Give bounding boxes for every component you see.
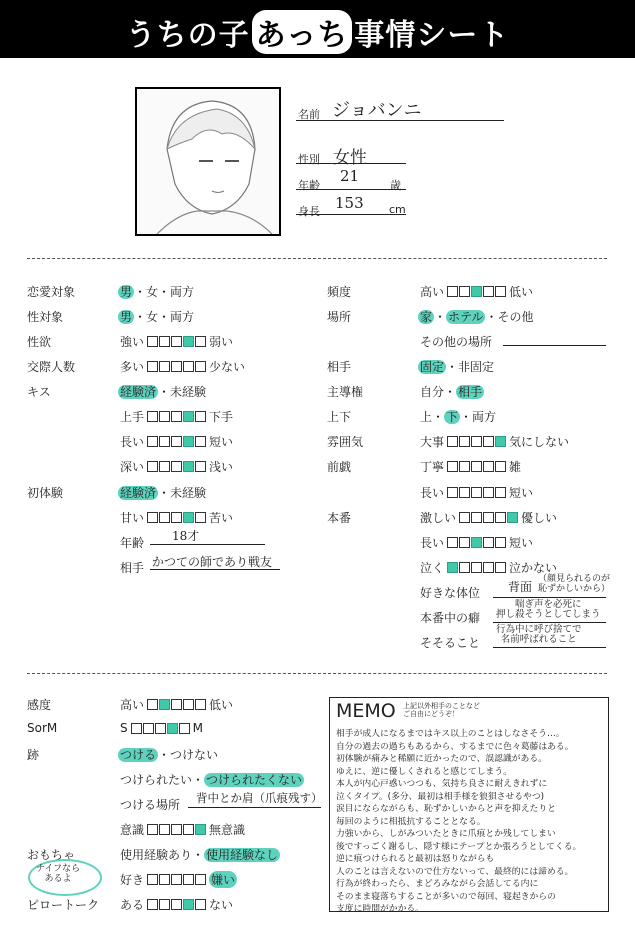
first-age-value: 18才: [172, 529, 200, 543]
love-target-options: 男 ・女・両方: [120, 285, 195, 299]
scale-box: [459, 436, 470, 447]
memo-box: [329, 697, 609, 912]
scale-box: [483, 512, 494, 523]
pillow-talk-scale: ある ない: [120, 898, 234, 912]
scale-box: [195, 411, 206, 422]
scale-box: [471, 436, 482, 447]
scale-box: [171, 336, 182, 347]
scale-box: [471, 286, 482, 297]
partners-label: 交際人数: [27, 360, 76, 374]
memo-line: 力強いから、しがみついたときに爪痕とか残してしまい: [336, 829, 556, 839]
want-label: そそること: [420, 636, 481, 650]
scale-box: [171, 461, 182, 472]
memo-line: 本人が内心戸惑いつつも、気持ち良さに耐えきれずに: [336, 779, 548, 789]
memo-line: 初体験が痛みと稀願に近かったので、誤認識がある。: [336, 754, 547, 764]
partner-label: 相手: [327, 360, 352, 374]
act-scale: 激しい 優しい: [420, 511, 558, 525]
scale-box: [459, 461, 470, 472]
scale-box: [447, 436, 458, 447]
scale-box: [483, 487, 494, 498]
scale-box: [159, 699, 170, 710]
scale-box: [495, 562, 506, 573]
scale-box: [183, 512, 194, 523]
act-label: 本番: [327, 511, 352, 525]
sex-target-label: 性対象: [27, 310, 64, 324]
toys-options: 使用経験あり・ 使用経験なし: [120, 848, 279, 862]
awareness-scale: 意識 無意識: [120, 823, 246, 837]
first-age-label: 年齢: [120, 536, 145, 550]
scale-box: [159, 411, 170, 422]
partners-scale: 多い 少ない: [120, 360, 246, 374]
scale-box: [147, 874, 158, 885]
scale-box: [195, 461, 206, 472]
name-label: 名前: [298, 108, 320, 121]
memo-line: 毎回のように相抵抗することとなる。: [336, 816, 486, 827]
lead-options: 自分・ 相手: [420, 385, 483, 399]
scale-box: [195, 874, 206, 885]
sensitivity-label: 感度: [27, 698, 52, 712]
scale-box: [195, 361, 206, 372]
scale-box: [459, 487, 470, 498]
memo-line: 後ですっごく謝るし、隠す様にテープとか張ろうとしてくる。: [336, 841, 582, 852]
foreplay-scale: 丁寧 雑: [420, 460, 522, 474]
kiss-label: キス: [27, 385, 51, 399]
sorm-scale: S M: [120, 721, 203, 735]
scale-box: [155, 723, 166, 734]
scale-box: [195, 512, 206, 523]
scale-box: [147, 361, 158, 372]
memo-line: そのまま寝落ちすることが多いので毎回、寝起きからの: [336, 891, 556, 902]
scale-box: [183, 899, 194, 910]
memo-subtitle: 上記以外相手のことなど ご自由にどうぞ！: [403, 702, 480, 718]
kiss-skill-scale: 上手 下手: [120, 410, 234, 424]
height-label: 身長: [298, 205, 320, 218]
sorm-label: SorM: [27, 721, 58, 735]
scale-box: [171, 824, 182, 835]
place-other-underline: [503, 345, 606, 346]
mark-place-underline: [188, 807, 321, 808]
scale-box: [183, 361, 194, 372]
scale-box: [195, 899, 206, 910]
scale-box: [171, 874, 182, 885]
sheet-title: うちの子 あっち 事情シート: [0, 10, 635, 54]
age-label: 年齢: [298, 179, 320, 192]
frequency-label: 頻度: [327, 285, 352, 299]
scale-box: [459, 512, 470, 523]
scale-box: [159, 461, 170, 472]
scale-box: [183, 824, 194, 835]
place-label: 場所: [327, 310, 352, 324]
scale-box: [131, 723, 142, 734]
scale-box: [495, 461, 506, 472]
memo-line: 涙目にならながらも、恥ずかしいからと声を抑えたりと: [336, 804, 556, 814]
gender-value: 女性: [333, 148, 367, 168]
first-sweet-scale: 甘い 苦い: [120, 511, 234, 525]
first-partner-label: 相手: [120, 561, 145, 575]
scale-box: [171, 512, 182, 523]
name-underline: [296, 120, 504, 121]
height-underline: [296, 214, 406, 215]
libido-scale: 強い 弱い: [120, 335, 234, 349]
age-value: 21: [340, 167, 360, 185]
scale-box: [147, 824, 158, 835]
scale-box: [447, 461, 458, 472]
scale-box: [147, 436, 158, 447]
scale-box: [183, 336, 194, 347]
scale-box: [171, 436, 182, 447]
header-bar: [0, 0, 635, 58]
scale-box: [495, 436, 506, 447]
position-options: 上・ 下 ・両方: [420, 410, 497, 424]
sex-target-options: 男 ・女・両方: [120, 310, 195, 324]
want-value: 行為中に呼び捨てで 名前呼ばれること: [496, 624, 582, 645]
scale-box: [195, 699, 206, 710]
scale-box: [143, 723, 154, 734]
libido-label: 性欲: [27, 335, 52, 349]
scale-box: [483, 286, 494, 297]
gender-underline: [296, 163, 406, 164]
scale-box: [195, 436, 206, 447]
height-value: 153: [335, 194, 364, 212]
scale-box: [147, 899, 158, 910]
scale-box: [171, 411, 182, 422]
character-portrait: [135, 87, 281, 236]
pillow-talk-label: ピロートーク: [27, 898, 100, 912]
scale-box: [183, 411, 194, 422]
scale-box: [459, 286, 470, 297]
memo-line: 人のことは言えないので仕方ないって、最終的には諦める。: [336, 866, 574, 877]
scale-box: [171, 361, 182, 372]
scale-box: [159, 436, 170, 447]
fav-position-value: 背面: [508, 580, 533, 594]
scale-box: [159, 336, 170, 347]
scale-box: [147, 336, 158, 347]
kiss-options: 経験済 ・未経験: [120, 385, 207, 399]
scale-box: [147, 512, 158, 523]
habit-underline: [493, 622, 606, 623]
scale-box: [159, 361, 170, 372]
fav-position-note: （顔見られるのが 恥ずかしいから）: [538, 574, 611, 594]
age-underline: [296, 189, 406, 190]
gender-label: 性別: [298, 153, 320, 166]
lead-label: 主導権: [327, 385, 364, 399]
first-time-label: 初体験: [27, 486, 64, 500]
cry-scale: 泣く 泣かない: [420, 561, 558, 575]
love-target-label: 恋愛対象: [27, 285, 76, 299]
frequency-scale: 高い 低い: [420, 285, 534, 299]
scale-box: [447, 537, 458, 548]
memo-line: 行為が終わったら、まどろみながら会話してる内に: [336, 879, 539, 889]
habit-value: 喘ぎ声を必死に 押し殺そうとしてしまう: [496, 599, 601, 620]
memo-line: 相手が成人になるまではキス以上のことはしなさそう…。: [336, 729, 565, 739]
position-label: 上下: [327, 410, 352, 424]
toys-like-scale: 好き 嫌い: [120, 873, 236, 887]
scale-box: [179, 723, 190, 734]
scale-box: [447, 487, 458, 498]
divider-bottom: [27, 673, 607, 674]
scale-box: [483, 461, 494, 472]
toys-note: ナイフなら あるよ: [36, 864, 81, 884]
mark-label: 跡: [27, 748, 40, 762]
scale-box: [171, 899, 182, 910]
scale-box: [471, 461, 482, 472]
foreplay-length-scale: 長い 短い: [420, 486, 534, 500]
scale-box: [507, 512, 518, 523]
scale-box: [183, 436, 194, 447]
marked-options: つけられたい・ つけられたくない: [120, 773, 303, 787]
place-options: 家 ・ ホテル ・その他: [420, 310, 534, 324]
memo-line: 泣くタイプ。(多分、最初は相手様を狼狽させるやつ): [336, 791, 545, 802]
act-length-scale: 長い 短い: [420, 536, 534, 550]
scale-box: [483, 436, 494, 447]
memo-line: 自分の過去の過ちもあるから、するまでに色々葛藤はある。: [336, 741, 574, 752]
scale-box: [459, 562, 470, 573]
scale-box: [471, 537, 482, 548]
mood-label: 雰囲気: [327, 435, 364, 449]
scale-box: [495, 537, 506, 548]
height-unit: cm: [389, 203, 406, 216]
scale-box: [471, 512, 482, 523]
place-other-label: その他の場所: [420, 335, 493, 349]
scale-box: [183, 461, 194, 472]
scale-box: [483, 562, 494, 573]
scale-box: [159, 899, 170, 910]
scale-box: [159, 512, 170, 523]
scale-box: [167, 723, 178, 734]
first-partner-underline: [150, 569, 280, 570]
scale-box: [147, 699, 158, 710]
first-partner-value: かつての師であり戦友: [152, 555, 273, 569]
memo-title: MEMO: [336, 700, 396, 722]
name-value: ジョバンニ: [332, 100, 422, 121]
mood-scale: 大事 気にしない: [420, 435, 570, 449]
mark-place-value: 背中とか肩（爪痕残す）: [196, 791, 323, 805]
scale-box: [195, 336, 206, 347]
scale-box: [447, 562, 458, 573]
age-unit: 歳: [390, 179, 401, 192]
scale-box: [147, 461, 158, 472]
scale-box: [495, 286, 506, 297]
partner-options: 固定 ・非固定: [420, 360, 495, 374]
memo-line: 逆に痕つけられると最初は怒りながらも: [336, 854, 495, 864]
memo-line: ゆえに、逆に優しくされると感じてしまう。: [336, 766, 512, 777]
toys-label: おもちゃ: [27, 848, 76, 862]
scale-box: [183, 874, 194, 885]
scale-box: [147, 411, 158, 422]
scale-box: [495, 512, 506, 523]
scale-box: [183, 699, 194, 710]
scale-box: [471, 487, 482, 498]
mark-place-label: つける場所: [120, 798, 181, 812]
divider-top: [27, 258, 607, 259]
scale-box: [159, 824, 170, 835]
scale-box: [495, 487, 506, 498]
fav-position-underline: [493, 597, 606, 598]
scale-box: [471, 562, 482, 573]
sensitivity-scale: 高い 低い: [120, 698, 234, 712]
scale-box: [459, 537, 470, 548]
scale-box: [195, 824, 206, 835]
scale-box: [447, 286, 458, 297]
want-underline: [493, 647, 606, 648]
foreplay-label: 前戯: [327, 460, 352, 474]
scale-box: [159, 874, 170, 885]
habit-label: 本番中の癖: [420, 611, 481, 625]
memo-line: 支度に時間がかかる。: [336, 904, 424, 914]
scale-box: [483, 537, 494, 548]
first-time-options: 経験済 ・未経験: [120, 486, 207, 500]
kiss-length-scale: 長い 短い: [120, 435, 234, 449]
memo-body: [336, 728, 604, 916]
first-age-underline: [150, 544, 265, 545]
mark-options: つける ・つけない: [120, 748, 219, 762]
scale-box: [171, 699, 182, 710]
kiss-depth-scale: 深い 浅い: [120, 460, 234, 474]
fav-position-label: 好きな体位: [420, 586, 481, 600]
